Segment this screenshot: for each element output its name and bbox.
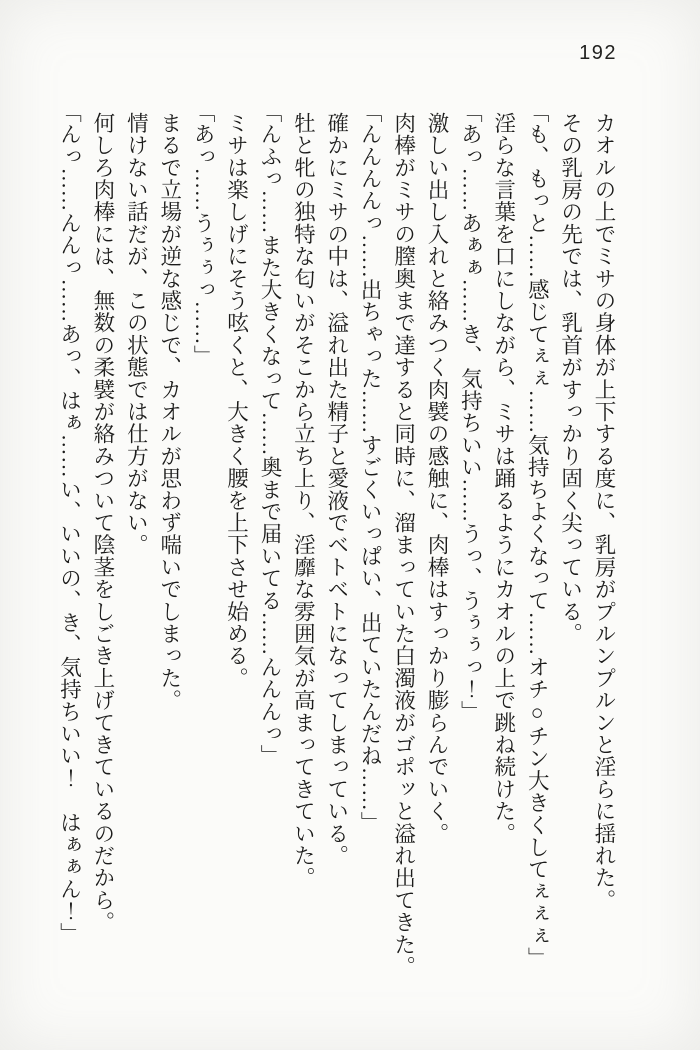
paragraph-narration: 激しい出し入れと絡みつく肉襞の感触に、肉棒はすっかり膨らんでいく。 (424, 111, 449, 845)
paragraph-dialogue: 「も、もっと……感じてぇぇ……気持ちよくなって……オチ○チン大きくしてぇぇぇ」 (525, 101, 550, 970)
text-block (52, 101, 620, 994)
paragraph-dialogue: 「あっ……あぁぁ……き、気持ちいい……うっ、うぅぅっ！」 (458, 101, 483, 723)
paragraph-dialogue: 「んっ……んんっ……あっ、はぁ……い、いいの、き、気持ちいい！ はぁぁん！」 (57, 101, 82, 945)
paragraph-narration: 肉棒がミサの膣奥まで達すると同時に、溜まっていた白濁液がゴポッと溢れ出てきた。 (391, 111, 416, 978)
paragraph-dialogue: 「んふっ……また大きくなって……奥まで届いてる……んんんっ」 (257, 101, 282, 767)
page-number: 192 (579, 42, 617, 64)
paragraph-narration: その乳房の先では、乳首がすっかり固く尖っている。 (558, 111, 583, 645)
paragraph-narration: 情けない話だが、この状態では仕方がない。 (124, 111, 149, 556)
paragraph-narration: 何しろ肉棒には、無数の柔襞が絡みついて陰茎をしごき上げてきているのだから。 (90, 111, 115, 934)
paragraph-dialogue: 「んんんんっ……出ちゃった……すごくいっぱい、出ていたんだね……」 (358, 101, 383, 834)
paragraph-narration: カオルの上でミサの身体が上下する度に、乳房がプルンプルンと淫らに揺れた。 (592, 111, 616, 911)
paragraph-dialogue: 「あっ……うぅぅっ……」 (191, 101, 216, 368)
paragraph-narration: 牡と牝の独特な匂いがそこから立ち上り、淫靡な雰囲気が高まってきていた。 (291, 111, 316, 889)
paragraph-narration: ミサは楽しげにそう呟くと、大きく腰を上下させ始める。 (224, 111, 249, 689)
paragraph-narration: まるで立場が逆な感じで、カオルが思わず喘いでしまった。 (157, 111, 182, 712)
paragraph-narration: 確かにミサの中は、溢れ出た精子と愛液でベトベトになってしまっている。 (324, 111, 349, 867)
paragraph-narration: 淫らな言葉を口にしながら、ミサは踊るようにカオルの上で跳ね続けた。 (491, 111, 516, 845)
